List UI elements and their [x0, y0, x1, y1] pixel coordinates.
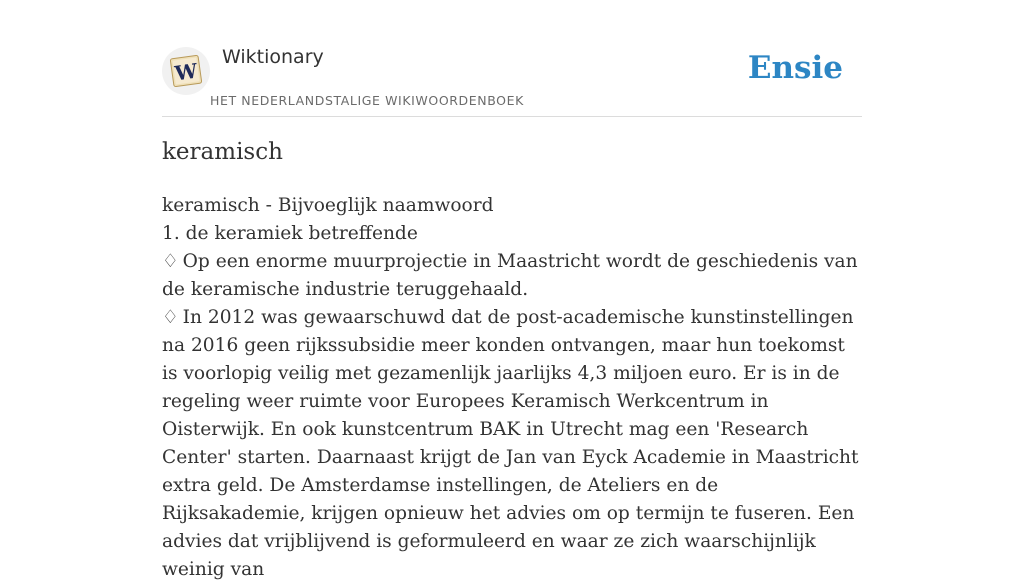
entry-heading: keramisch - Bijvoeglijk naamwoord — [162, 195, 494, 216]
entry-content — [162, 192, 862, 584]
example-text: Op een enorme muurprojectie in Maastricht wordt de geschiedenis van de keramische industrie teruggehaald. — [162, 251, 858, 300]
site-subtitle: HET NEDERLANDSTALIGE WIKIWOORDENBOEK — [210, 93, 524, 108]
site-header — [162, 40, 862, 117]
entry-definition: 1. de keramiek betreffende — [162, 223, 418, 244]
wiktionary-logo-icon[interactable] — [162, 47, 210, 95]
example-item — [162, 248, 862, 304]
site-name[interactable]: Wiktionary — [222, 46, 324, 68]
logo-letter: W — [173, 58, 199, 86]
page-title: keramisch — [162, 139, 283, 165]
example-item — [162, 304, 862, 584]
diamond-icon: ♢ — [162, 307, 179, 328]
example-text: In 2012 was gewaarschuwd dat de post-academische kunstinstellingen na 2016 geen rijkssubsidie meer konden ontvangen, maar hun toekomst is voorlopig veilig met gezamenlijk jaarlijks 4,3 miljoen euro. Er is in de regeling weer ruimte voor Europees Keramisch Werkcentrum in Oisterwijk. En ook kunstcentrum BAK in Utrecht mag een 'Research Center' starten. Daarnaast krijgt de Jan van Eyck Academie in Maastricht extra geld. De Amsterdamse instellingen, de Ateliers en de Rijksakademie, krijgen opnieuw het advies om op termijn te fuseren. Een advies dat vrijblijvend is geformuleerd en waar ze zich waarschijnlijk weinig van — [162, 307, 859, 580]
ensie-brand-logo[interactable]: Ensie — [747, 50, 843, 86]
diamond-icon: ♢ — [162, 251, 179, 272]
